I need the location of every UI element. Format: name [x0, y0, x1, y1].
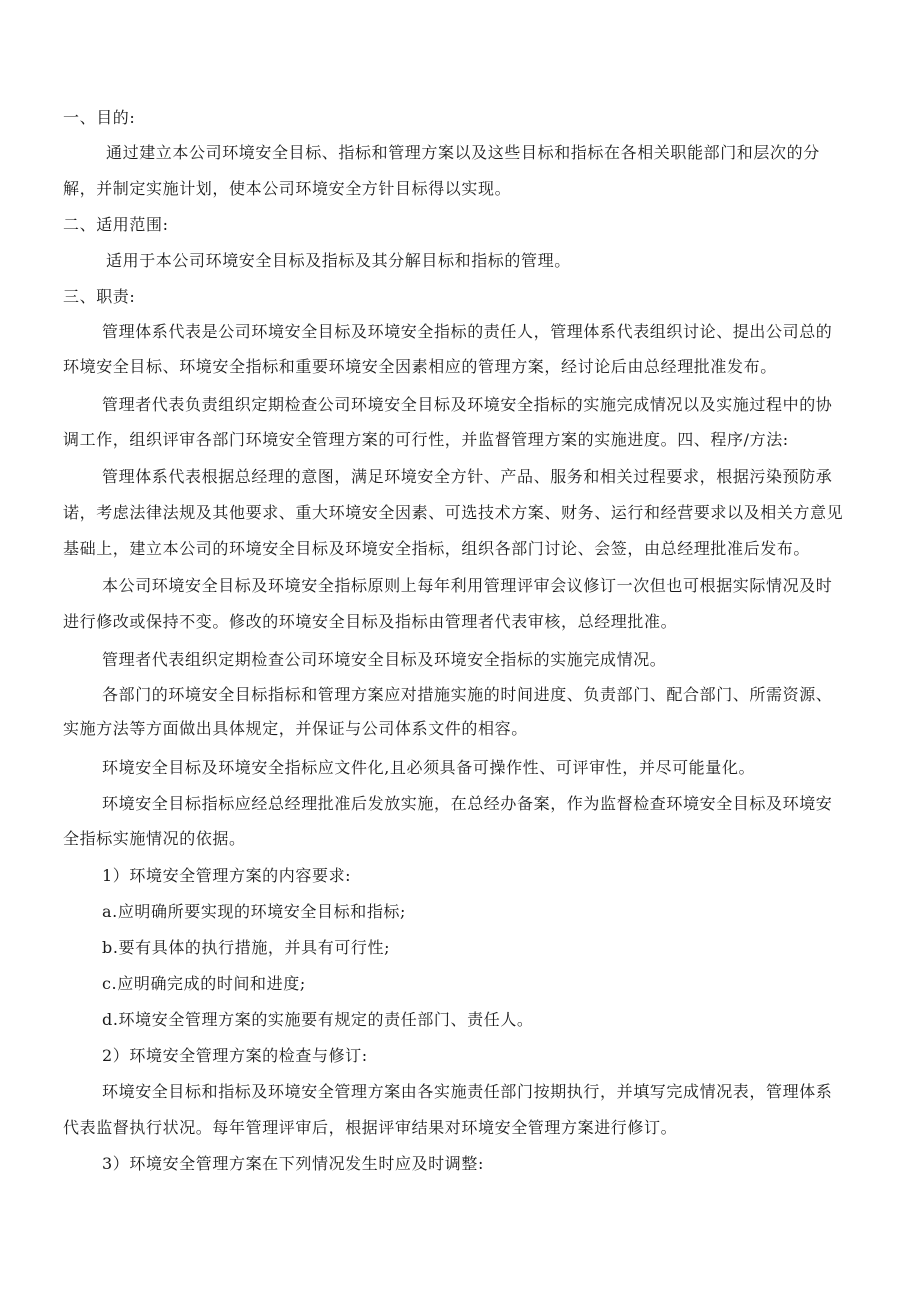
list-item-title: 2）环境安全管理方案的检查与修订:	[102, 1046, 368, 1065]
paragraph-line: 通过建立本公司环境安全目标、指标和管理方案以及这些目标和指标在各相关职能部门和层次的分	[106, 143, 820, 162]
paragraph-line: 管理体系代表是公司环境安全目标及环境安全指标的责任人，管理体系代表组织讨论、提出公司总的	[102, 322, 833, 341]
paragraph-line: 各部门的环境安全目标指标和管理方案应对措施实施的时间进度、负责部门、配合部门、所需资源、	[102, 685, 833, 704]
paragraph-line: 解，并制定实施计划，使本公司环境安全方针目标得以实现。	[63, 179, 512, 198]
paragraph-line: 环境安全目标及环境安全指标应文件化,且必须具备可操作性、可评审性，并尽可能量化。	[102, 758, 756, 777]
paragraph-line: 环境安全目标指标应经总经理批准后发放实施，在总经办备案，作为监督检查环境安全目标及环境安	[102, 794, 833, 813]
list-item-title: 1）环境安全管理方案的内容要求:	[102, 866, 352, 885]
list-item: d.环境安全管理方案的实施要有规定的责任部门、责任人。	[102, 1010, 534, 1029]
section-heading-scope: 二、适用范围:	[63, 215, 169, 234]
section-heading-responsibility: 三、职责:	[63, 287, 136, 306]
paragraph-line: 调工作，组织评审各部门环境安全管理方案的可行性，并监督管理方案的实施进度。四、程序/方法:	[63, 430, 789, 449]
paragraph-line: 诺，考虑法律法规及其他要求、重大环境安全因素、可选技术方案、财务、运行和经营要求以及相关方意见	[63, 503, 844, 522]
paragraph-line: 管理体系代表根据总经理的意图，满足环境安全方针、产品、服务和相关过程要求，根据污染预防承	[102, 467, 833, 486]
paragraph-line: 实施方法等方面做出具体规定，并保证与公司体系文件的相容。	[63, 719, 528, 738]
paragraph-line: 全指标实施情况的依据。	[63, 829, 246, 848]
paragraph-line: 适用于本公司环境安全目标及指标及其分解目标和指标的管理。	[106, 251, 571, 270]
paragraph-line: 管理者代表负责组织定期检查公司环境安全目标及环境安全指标的实施完成情况以及实施过程中的协	[102, 395, 833, 414]
paragraph-line: 代表监督执行状况。每年管理评审后，根据评审结果对环境安全管理方案进行修订。	[63, 1118, 678, 1137]
paragraph-line: 本公司环境安全目标及环境安全指标原则上每年利用管理评审会议修订一次但也可根据实际情况及时	[102, 576, 833, 595]
list-item: b.要有具体的执行措施，并具有可行性;	[102, 938, 391, 957]
list-item-title: 3）环境安全管理方案在下列情况发生时应及时调整:	[102, 1154, 484, 1173]
paragraph-line: 进行修改或保持不变。修改的环境安全目标及指标由管理者代表审核，总经理批准。	[63, 612, 678, 631]
section-heading-purpose: 一、目的:	[63, 108, 136, 127]
paragraph-line: 基础上，建立本公司的环境安全目标及环境安全指标，组织各部门讨论、会签，由总经理批准后发布。	[63, 539, 811, 558]
list-item: a.应明确所要实现的环境安全目标和指标;	[102, 902, 407, 921]
paragraph-line: 管理者代表组织定期检查公司环境安全目标及环境安全指标的实施完成情况。	[102, 650, 667, 669]
paragraph-line: 环境安全目标、环境安全指标和重要环境安全因素相应的管理方案，经讨论后由总经理批准发布。	[63, 357, 777, 376]
list-item: c.应明确完成的时间和进度;	[102, 974, 306, 993]
paragraph-line: 环境安全目标和指标及环境安全管理方案由各实施责任部门按期执行，并填写完成情况表，管理体系	[102, 1082, 833, 1101]
